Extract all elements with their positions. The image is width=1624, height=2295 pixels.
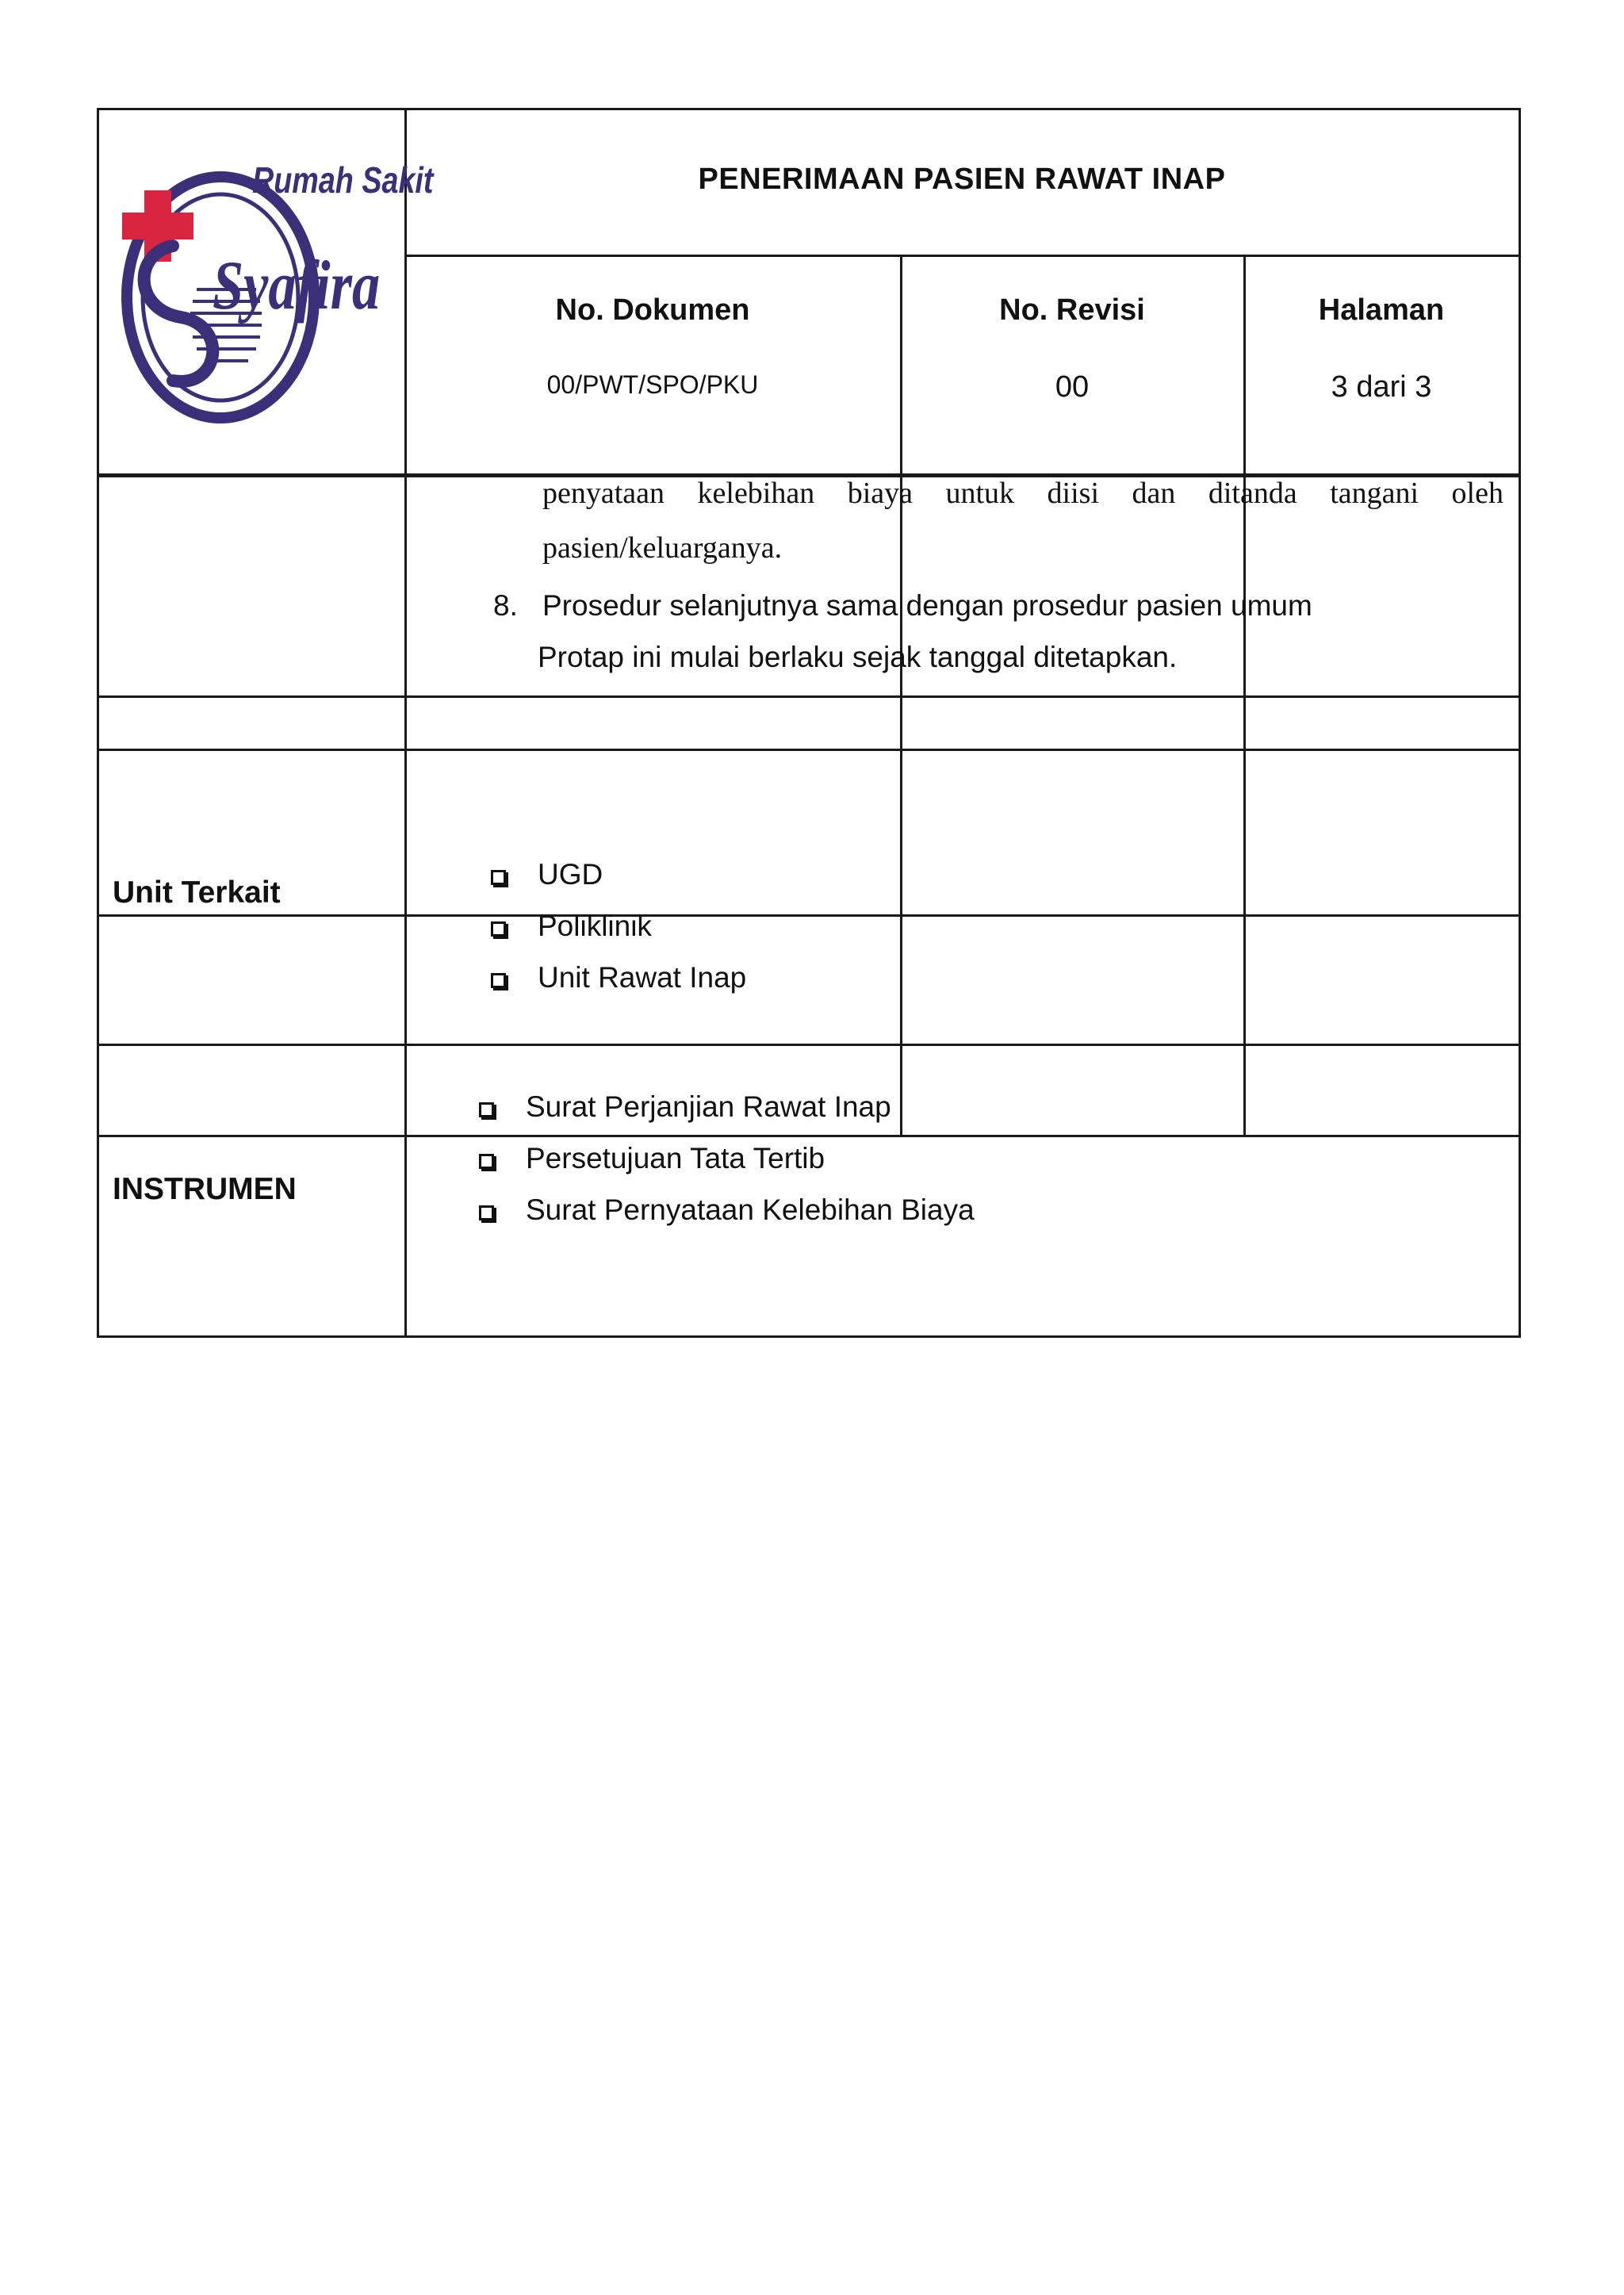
page-label: Halaman	[1318, 293, 1445, 327]
closing-statement: Protap ini mulai berlaku sejak tanggal ditetapkan.	[538, 641, 1178, 673]
revision-value: 00	[1055, 370, 1090, 404]
step-number: 8.	[493, 589, 518, 622]
word: dan	[1132, 477, 1176, 510]
checkbox-bullet-icon	[491, 870, 506, 885]
word: biaya	[847, 477, 914, 510]
list-item: Poliklinik	[538, 910, 652, 942]
procedure-line-2: pasien/keluarganya.	[542, 531, 783, 565]
procedure-justified-line	[542, 476, 1503, 511]
doc-number-label: No. Dokumen	[555, 293, 750, 327]
unit-terkait-label: Unit Terkait	[113, 875, 281, 910]
word: oleh	[1451, 477, 1503, 510]
revision-label: No. Revisi	[999, 293, 1145, 327]
document-title: PENERIMAAN PASIEN RAWAT INAP	[698, 163, 1226, 196]
word: ditanda	[1208, 477, 1297, 510]
page-value: 3 dari 3	[1331, 370, 1432, 404]
list-item: Unit Rawat Inap	[538, 961, 747, 994]
doc-number-value: 00/PWT/SPO/PKU	[546, 370, 759, 399]
logo-text-main: Syafira	[213, 247, 381, 324]
list-item: Surat Pernyataan Kelebihan Biaya	[526, 1193, 975, 1226]
checkbox-bullet-icon	[491, 921, 506, 937]
word: kelebihan	[697, 477, 815, 510]
list-item: UGD	[538, 858, 603, 891]
hospital-logo	[117, 127, 434, 428]
logo-text-top: Rumah Sakit	[252, 159, 434, 201]
checkbox-bullet-icon	[479, 1205, 494, 1220]
word: penyataan	[542, 477, 665, 510]
instrumen-label: INSTRUMEN	[113, 1172, 297, 1206]
word: tangani	[1330, 477, 1419, 510]
step-text: Prosedur selanjutnya sama dengan prosedur pasien umum	[542, 589, 1312, 622]
list-item: Surat Perjanjian Rawat Inap	[526, 1090, 891, 1123]
checkbox-bullet-icon	[479, 1154, 494, 1169]
checkbox-bullet-icon	[491, 973, 506, 988]
word: diisi	[1047, 477, 1100, 510]
word: untuk	[945, 477, 1015, 510]
checkbox-bullet-icon	[479, 1102, 494, 1117]
list-item: Persetujuan Tata Tertib	[526, 1142, 825, 1174]
